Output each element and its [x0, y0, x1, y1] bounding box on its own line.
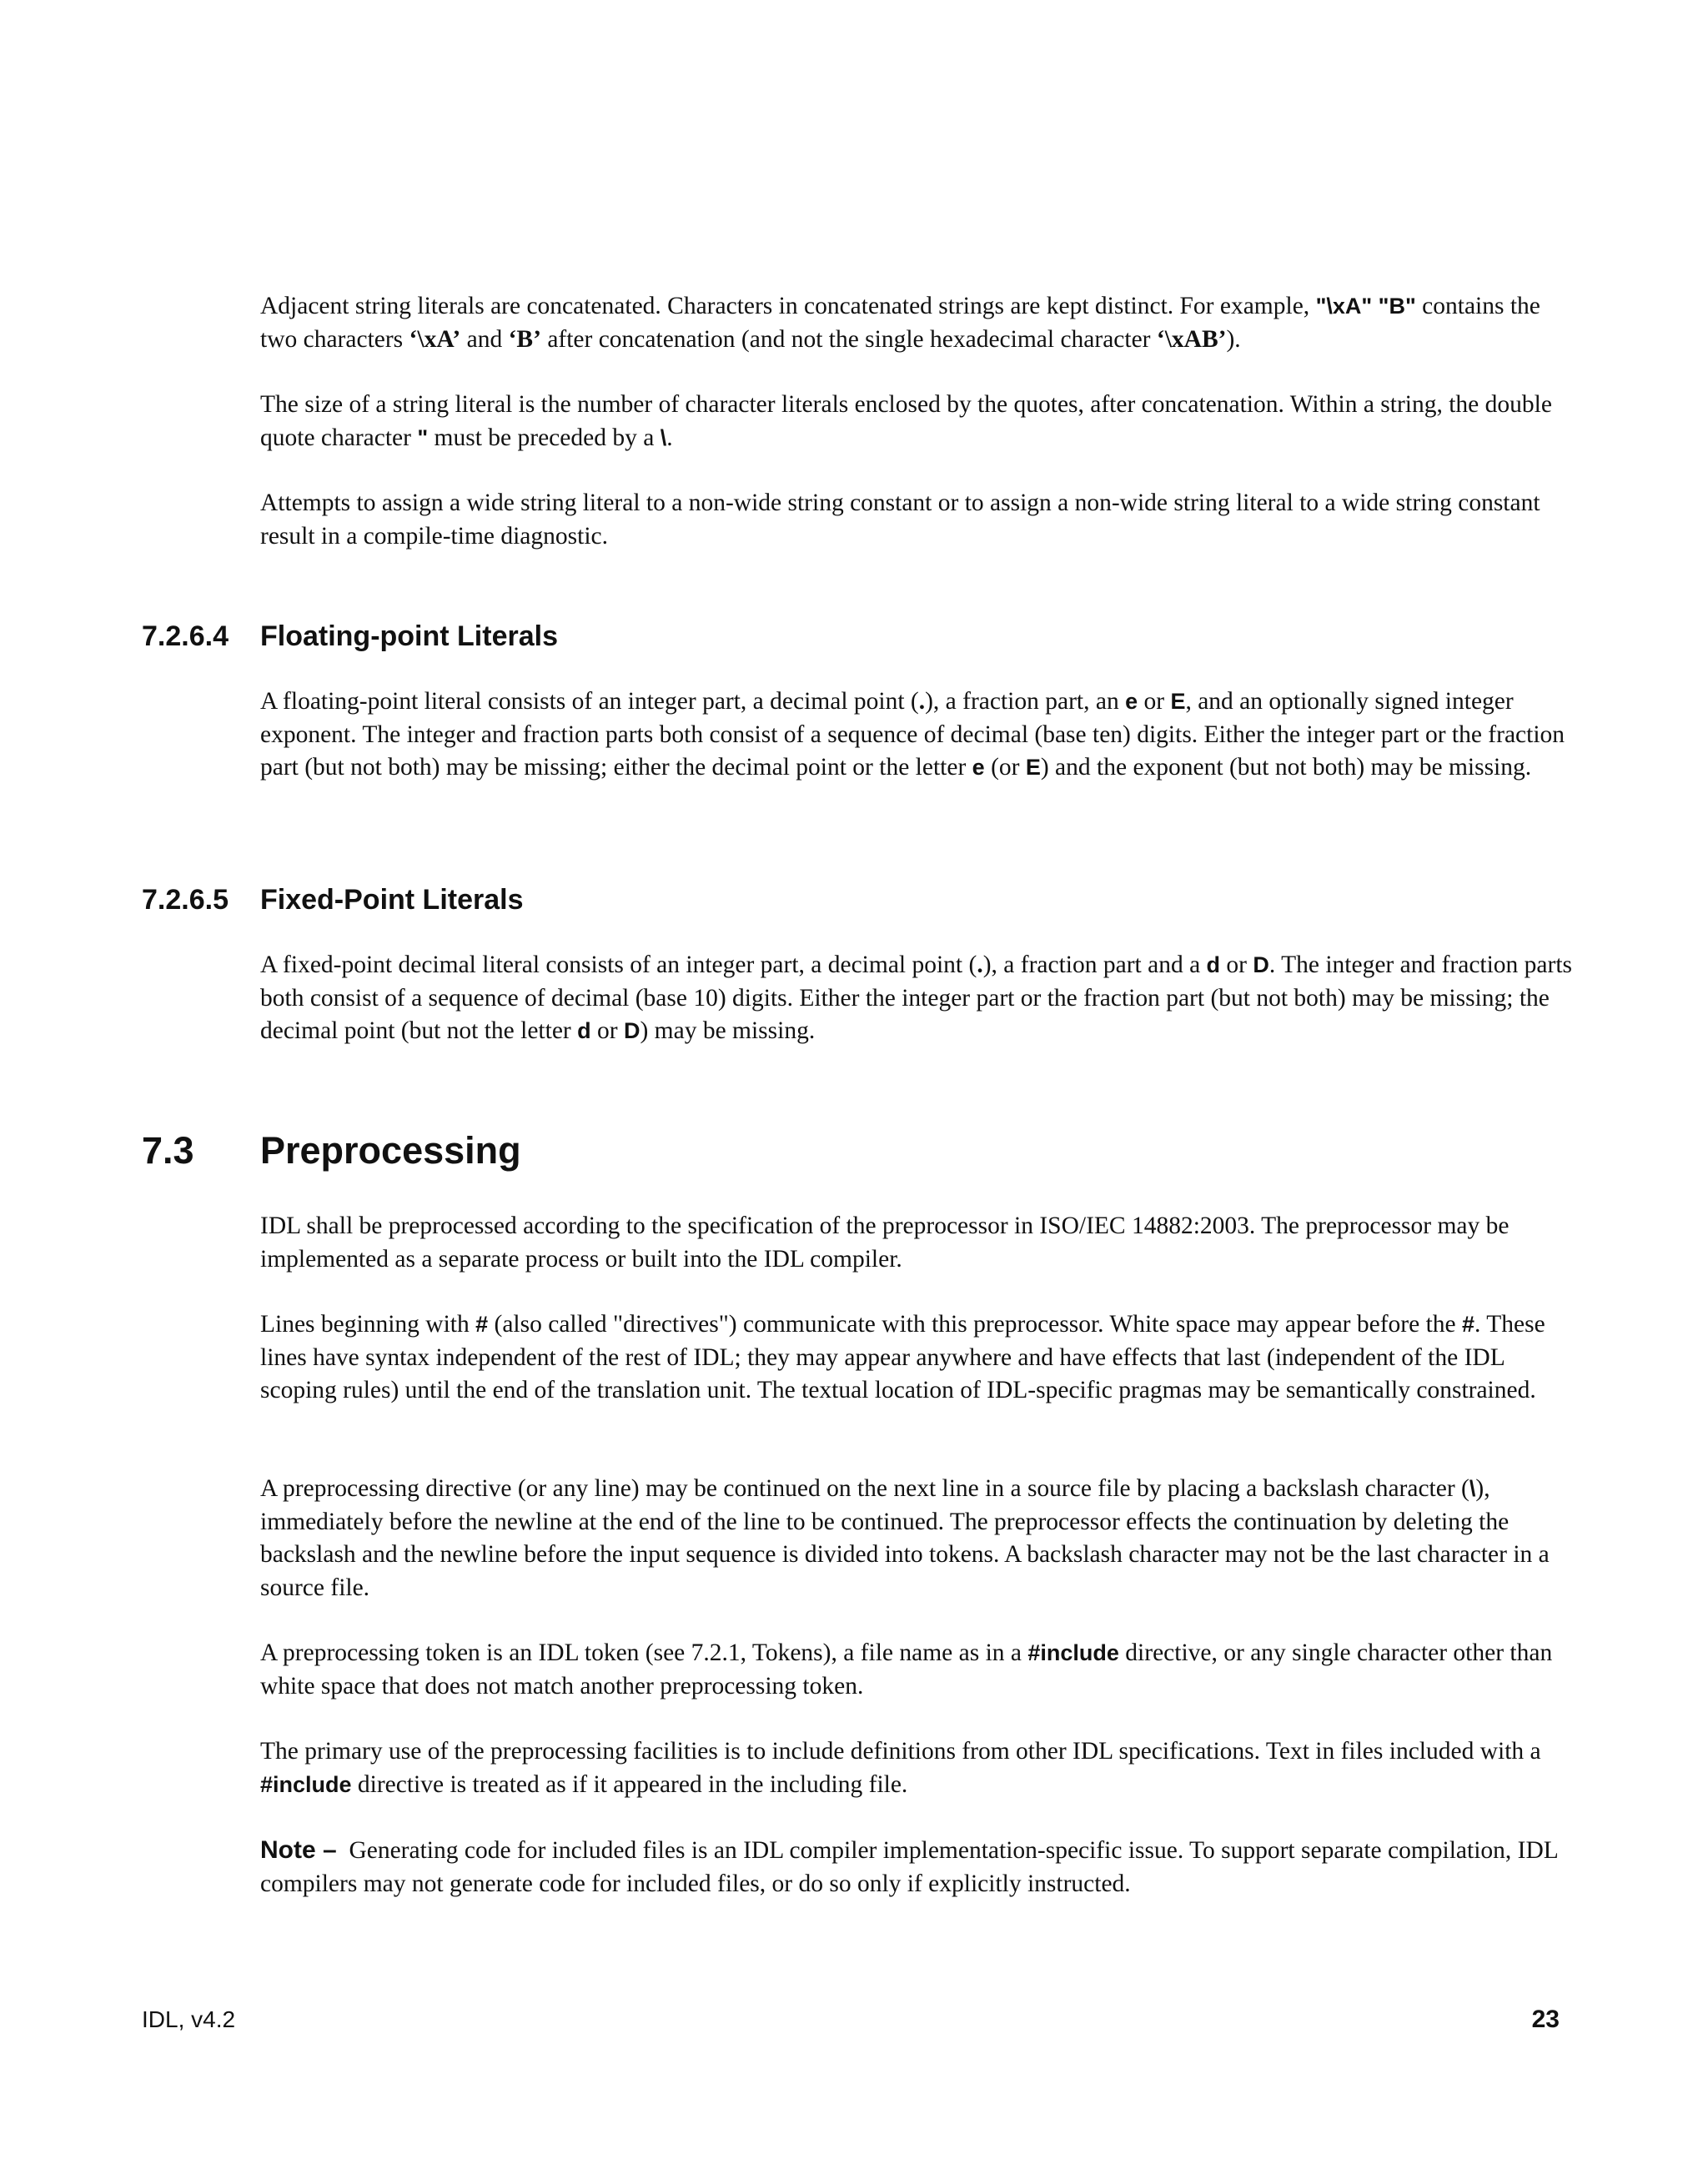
section-number: 7.2.6.4: [142, 620, 229, 652]
code-char: ": [417, 424, 429, 450]
code-char: .: [918, 688, 926, 715]
code-char: #: [475, 1312, 489, 1337]
paragraph-fixed-point: A fixed-point decimal literal consists of an integer part, a decimal point (.), a fraction part and a d or D. The integer and fraction parts both consist of a sequence of decimal (base 10) digits. Either the integer part or the fraction part (but not both) may be missing; the decimal point (but not the letter d or D) may be missing.: [260, 951, 1573, 1044]
footer-document-version: IDL, v4.2: [142, 2006, 236, 2032]
code-keyword: #include: [260, 1771, 352, 1797]
paragraph-preprocessing-intro: IDL shall be preprocessed according to the specification of the preprocessor in ISO/IEC 14882:2003. The preprocessor may be implemented as a separate process or built into the IDL compiler.: [260, 1213, 1510, 1273]
code-char: .: [977, 951, 983, 978]
code-example: "\xA" "B": [1315, 294, 1416, 319]
paragraph-wide-string: Attempts to assign a wide string literal to a non-wide string constant or to assign a non-wide string literal to a wide string constant result in a compile-time diagnostic.: [260, 490, 1540, 550]
section-title: Preprocessing: [260, 1129, 521, 1172]
code-char: E: [1170, 689, 1186, 714]
code-char: ‘\xA’: [409, 325, 461, 353]
code-char: d: [1206, 952, 1221, 977]
paragraph-string-size: The size of a string literal is the number of character literals enclosed by the quotes, after concatenation. Within a string, the double quote character " must be preceded by a \.: [260, 391, 1552, 451]
paragraph-include-use: The primary use of the preprocessing facilities is to include definitions from other IDL specifications. Text in files included with a #include directive is treated as if it appeared in the including file.: [260, 1738, 1541, 1798]
paragraph-floating-point: A floating-point literal consists of an integer part, a decimal point (.), a fraction part, an e or E, and an optionally signed integer exponent. The integer and fraction parts both consist of a sequence of decimal (base ten) digits. Either the integer part or the fraction part (but not both) may be missing; either the decimal point or the letter e (or E) and the exponent (but not both) may be missing.: [260, 688, 1565, 781]
code-char: D: [1253, 952, 1269, 977]
paragraph-preprocessing-token: A preprocessing token is an IDL token (see 7.2.1, Tokens), a file name as in a #include directive, or any single character other than white space that does not match another preprocessing token.: [260, 1639, 1553, 1700]
paragraph-directives: Lines beginning with # (also called "directives") communicate with this preprocessor. White space may appear before the #. These lines have syntax independent of the rest of IDL; they may appear anywhere and have effects that last (independent of the IDL scoping rules) until the end of the translation unit. The textual location of IDL-specific pragmas may be semantically constrained.: [260, 1311, 1545, 1403]
note-label: Note –: [260, 1836, 337, 1864]
footer-page-number: 23: [1531, 2006, 1560, 2033]
code-char: e: [972, 755, 985, 780]
code-char: ‘B’: [508, 325, 541, 353]
code-char: \: [1469, 1476, 1476, 1501]
paragraph-line-continuation: A preprocessing directive (or any line) may be continued on the next line in a source file by placing a backslash character (\), immediately before the newline at the end of the line to be continued. The preprocessor effects the continuation by deleting the backslash and the newline before the input sequence is divided into tokens. A backslash character may not be the last character in a source file.: [260, 1475, 1550, 1601]
note: [260, 1834, 1578, 1900]
section-number: 7.2.6.5: [142, 884, 229, 916]
code-char: E: [1025, 755, 1041, 780]
code-char: ‘\xAB’: [1156, 325, 1227, 353]
code-keyword: #include: [1027, 1640, 1119, 1665]
code-char: e: [1125, 689, 1138, 714]
note-text: Generating code for included files is an IDL compiler implementation-specific issue. To support separate compilation, IDL compilers may not generate code for included files, or do so only if explicitly instructed.: [260, 1837, 1565, 1897]
section-title: Floating-point Literals: [260, 620, 558, 652]
code-char: d: [577, 1018, 591, 1043]
section-title: Fixed-Point Literals: [260, 884, 524, 916]
paragraph-adjacent-literals: Adjacent string literals are concatenated. Characters in concatenated strings are kept distinct. For example, "\xA" "B" contains the two characters ‘\xA’ and ‘B’ after concatenation (and not the single hexadecimal character ‘\xAB’).: [260, 293, 1540, 353]
code-char: #: [1462, 1312, 1475, 1337]
code-char: \: [660, 424, 667, 450]
section-number: 7.3: [142, 1129, 194, 1172]
code-char: D: [623, 1018, 640, 1043]
